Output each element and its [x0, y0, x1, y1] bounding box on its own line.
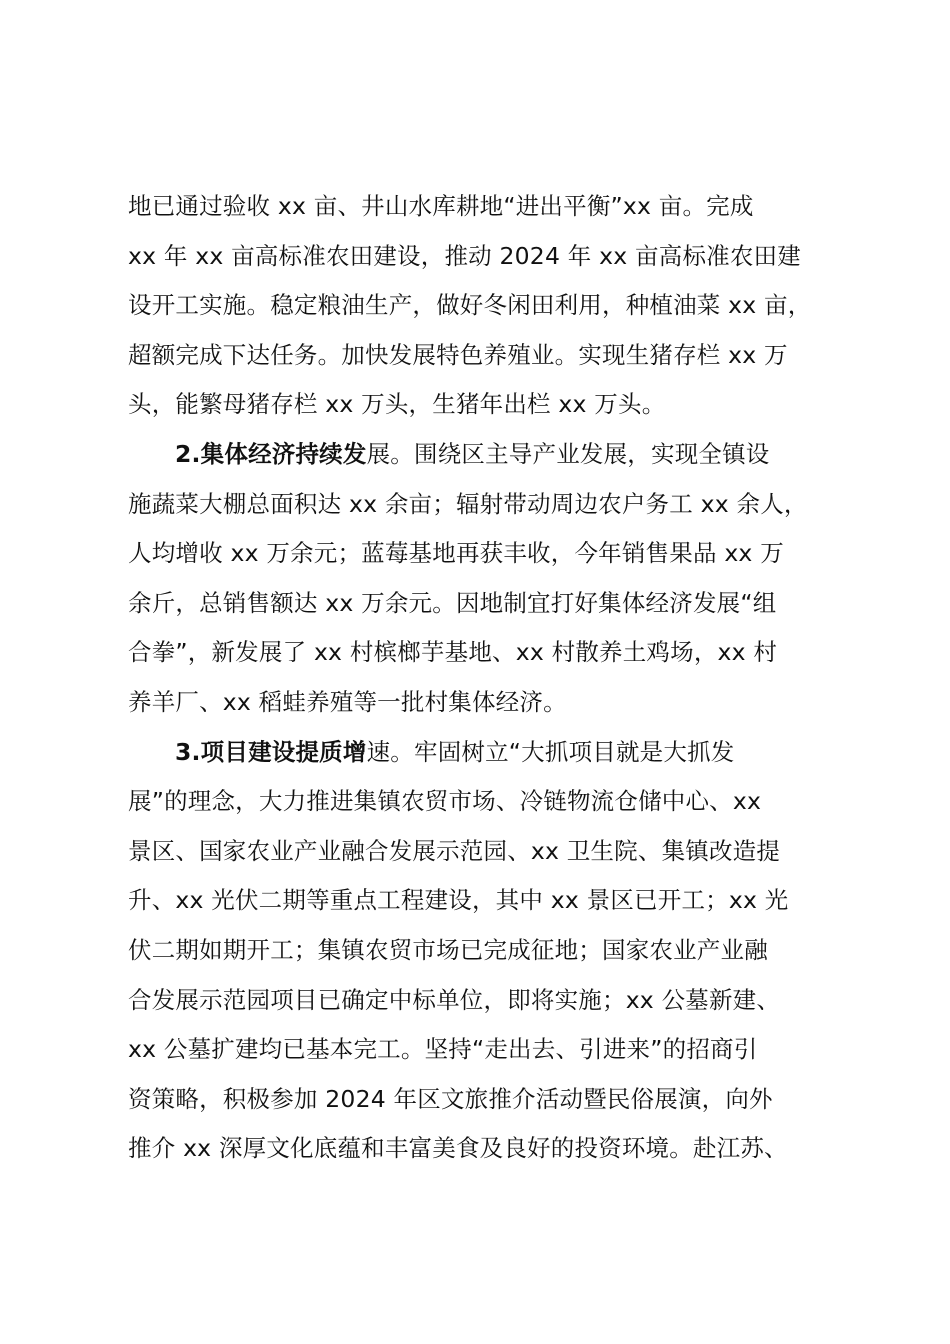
- text-run: 速。牢固树立“大抓项目就是大抓发: [366, 737, 735, 766]
- document-body: [128, 182, 834, 1174]
- text-line: 养羊厂、xx 稻蛙养殖等一批村集体经济。: [128, 687, 567, 716]
- text-line: 头，能繁母猪存栏 xx 万头，生猪年出栏 xx 万头。: [128, 390, 666, 419]
- text-line-first: [128, 430, 834, 480]
- text-line: 超额完成下达任务。加快发展特色养殖业。实现生猪存栏 xx 万: [128, 340, 788, 369]
- text-line: 升、xx 光伏二期等重点工程建设，其中 xx 景区已开工；xx 光: [128, 886, 789, 915]
- text-line: 人均增收 xx 万余元；蓝莓基地再获丰收，今年销售果品 xx 万: [128, 539, 784, 568]
- text-line: 资策略，积极参加 2024 年区文旅推介活动暨民俗展演，向外: [128, 1084, 773, 1113]
- text-line: 推介 xx 深厚文化底蕴和丰富美食及良好的投资环境。赴江苏、: [128, 1134, 788, 1163]
- text-line-first: [128, 728, 834, 778]
- text-run: 展。围绕区主导产业发展，实现全镇设: [366, 439, 770, 468]
- text-line: 展”的理念，大力推进集镇农贸市场、冷链物流仓储中心、xx: [128, 787, 762, 816]
- text-line: 景区、国家农业产业融合发展示范园、xx 卫生院、集镇改造提: [128, 836, 781, 865]
- text-line: 施蔬菜大棚总面积达 xx 余亩；辐射带动周边农户务工 xx 余人，: [128, 489, 808, 518]
- paragraph-farmland: [128, 182, 834, 430]
- text-line: 设开工实施。稳定粮油生产，做好冬闲田利用，种植油菜 xx 亩，: [128, 291, 812, 320]
- text-line: xx 年 xx 亩高标准农田建设，推动 2024 年 xx 亩高标准农田建: [128, 241, 801, 270]
- paragraph-collective-economy: [128, 430, 834, 728]
- paragraph-project-construction: [128, 728, 834, 1174]
- text-line: 余斤，总销售额达 xx 万余元。因地制宜打好集体经济发展“组: [128, 588, 777, 617]
- text-line: 伏二期如期开工；集镇农贸市场已完成征地；国家农业产业融: [128, 935, 768, 964]
- section-heading: 3.项目建设提质增: [175, 737, 367, 766]
- text-line: 地已通过验收 xx 亩、井山水库耕地“进出平衡”xx 亩。完成: [128, 192, 754, 220]
- text-line: 合拳”，新发展了 xx 村槟榔芋基地、xx 村散养土鸡场，xx 村: [128, 638, 778, 667]
- section-heading: 2.集体经济持续发: [175, 439, 367, 468]
- text-line: 合发展示范园项目已确定中标单位，即将实施；xx 公墓新建、: [128, 985, 781, 1014]
- text-line: xx 公墓扩建均已基本完工。坚持“走出去、引进来”的招商引: [128, 1035, 758, 1064]
